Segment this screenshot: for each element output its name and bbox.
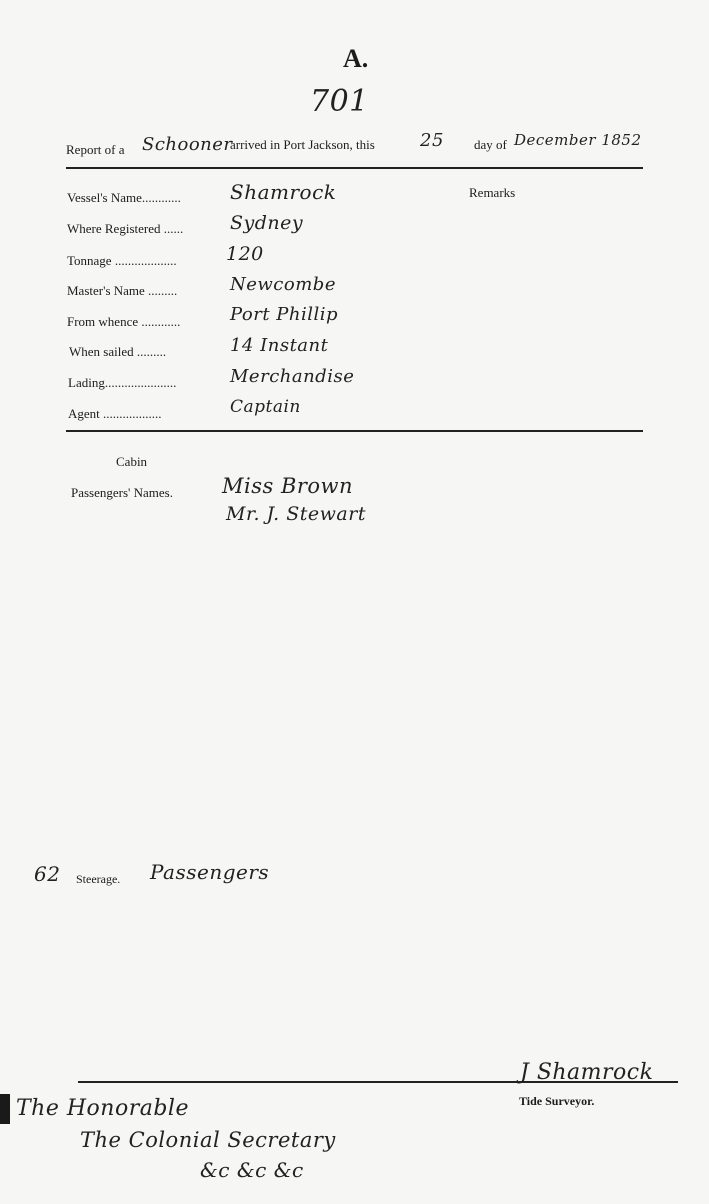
- edge-mark: [0, 1094, 10, 1124]
- field-value-where-registered: Sydney: [230, 212, 304, 234]
- steerage-label: Steerage.: [76, 872, 121, 886]
- field-label-lading: Lading......................: [68, 375, 177, 390]
- field-value-masters-name: Newcombe: [230, 274, 336, 295]
- address-line-3: &c &c &c: [200, 1158, 304, 1182]
- tide-surveyor-label: Tide Surveyor.: [519, 1094, 595, 1108]
- field-value-vessel-name: Shamrock: [230, 180, 337, 204]
- field-label-masters-name: Master's Name .........: [67, 283, 178, 298]
- steerage-value: Passengers: [150, 860, 270, 884]
- field-value-lading: Merchandise: [230, 366, 355, 387]
- field-label-where-registered: Where Registered ......: [67, 221, 184, 236]
- form-number: 701: [310, 84, 369, 119]
- top-rule: [66, 167, 643, 169]
- passenger-name: Miss Brown: [222, 474, 354, 498]
- passenger-name: Mr. J. Stewart: [226, 503, 366, 525]
- day-of-text: day of: [474, 137, 507, 152]
- surveyor-signature: J Shamrock: [520, 1060, 654, 1085]
- middle-rule: [66, 430, 643, 432]
- field-label-from-whence: From whence ............: [67, 314, 181, 329]
- field-label-agent: Agent ..................: [68, 406, 162, 421]
- field-label-tonnage: Tonnage ...................: [67, 253, 177, 268]
- report-prefix: Report of a: [66, 142, 125, 157]
- cabin-label: Cabin: [116, 454, 148, 469]
- remarks-label: Remarks: [469, 185, 516, 200]
- form-letter: A.: [343, 44, 369, 73]
- field-value-from-whence: Port Phillip: [230, 304, 339, 325]
- vessel-type: Schooner: [142, 134, 233, 155]
- address-line-1: The Honorable: [16, 1096, 189, 1121]
- arrived-text: arrived in Port Jackson, this: [230, 137, 375, 152]
- day-value: 25: [420, 130, 444, 151]
- field-label-vessel-name: Vessel's Name............: [67, 190, 181, 205]
- passengers-names-label: Passengers' Names.: [71, 485, 173, 500]
- field-value-when-sailed: 14 Instant: [230, 335, 329, 356]
- field-value-agent: Captain: [230, 397, 301, 417]
- month-year: December 1852: [514, 131, 642, 149]
- address-line-2: The Colonial Secretary: [80, 1128, 336, 1152]
- field-label-when-sailed: When sailed .........: [69, 344, 167, 359]
- field-value-tonnage: 120: [226, 243, 264, 265]
- steerage-count: 62: [34, 862, 61, 886]
